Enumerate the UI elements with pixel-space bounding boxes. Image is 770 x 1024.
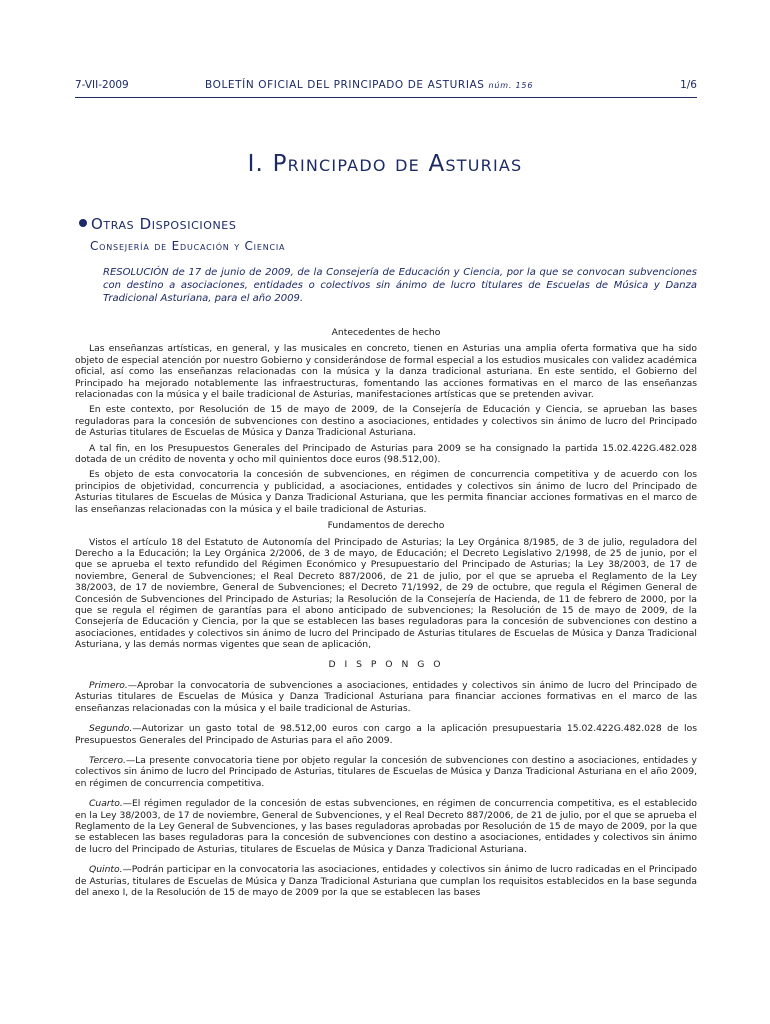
antecedentes-heading: Antecedentes de hecho	[331, 327, 441, 338]
department-heading: Consejería de Educación y Ciencia	[90, 239, 286, 253]
article-text: —El régimen regulador de la concesión de estas subvenciones, en régimen de concurrencia competitiva, es el establecido en la Ley 38/2003, de 17 de noviembre, General de Subvenciones, y el Real Decreto 887/2006, de 21 de julio, por el que se aprueba el Reglamento de la Ley General de Subvenciones, y las bases reguladoras aprobadas por Resolución de 15 de mayo de 2009, por la que se establecen las bases reguladoras para la concesión de subvenciones con destino a asociaciones, entidades y colectivos sin ánimo de lucro del Principado de Asturias, titulares de Escuelas de Música y Danza Tradicional Asturiana.	[75, 798, 697, 855]
bullet-icon	[79, 219, 87, 227]
article-lead: Cuarto.	[89, 798, 123, 810]
header-title-text: BOLETÍN OFICIAL DEL PRINCIPADO DE ASTURIAS	[205, 79, 485, 91]
fundamentos-heading: Fundamentos de derecho	[327, 520, 445, 532]
article-text: —La presente convocatoria tiene por objeto regular la concesión de subvenciones con destino a asociaciones, entidades y colectivos sin ánimo de lucro del Principado de Asturias, titulares de Escuelas de Música y Danza Tradicional Asturiana en el año 2009, en régimen de concurrencia competitiva.	[75, 755, 697, 789]
paragraph: A tal fin, en los Presupuestos Generales del Principado de Asturias para 2009 se ha consignado la partida 15.02.422G.482.028 dotada de un crédito de noventa y ocho mil quinientos doce euros (98.512,00).	[75, 442, 697, 466]
resolution-title: RESOLUCIÓN de 17 de junio de 2009, de la Consejería de Educación y Ciencia, por la que se convocan subvenciones con destino a asociaciones, entidades o colectivos sin ánimo de lucro titulares de Escuelas de Música y Danza Tradicional Asturiana, para el año 2009.	[103, 267, 697, 304]
paragraph: Las enseñanzas artísticas, en general, y las musicales en concreto, tienen en Asturias una amplia oferta formativa que ha sido objeto de especial atención por nuestro Gobierno y considerándose de formal especial a los estudios musicales con validez académica oficial, así como las enseñanzas relacionadas con la música y la danza tradicional asturiana. En este sentido, el Gobierno del Principado ha mejorado notablemente las infraestructuras, fomentando las acciones formativas en el marco de las enseñanzas relacionadas con la música y el baile tradicional de Asturias, manifestaciones artísticas que se pretenden avivar.	[75, 343, 697, 401]
article-lead: Quinto.	[89, 864, 123, 876]
article-segundo	[75, 723, 697, 746]
article-lead: Primero.	[89, 679, 128, 691]
dispongo-heading: D I S P O N G O	[328, 658, 444, 670]
header-number: núm. 156	[488, 81, 534, 90]
document-body	[75, 322, 697, 907]
paragraph: Vistos el artículo 18 del Estatuto de Autonomía del Principado de Asturias; la Ley Orgánica 8/1985, de 3 de julio, reguladora del Derecho a la Educación; la Ley Orgánica 2/2006, de 3 de mayo, de Educación; el Decreto Legislativo 2/1998, de 25 de junio, por el que se aprueba el texto refundido del Régimen Económico y Presupuestario del Principado de Asturias; la Ley 38/2003, de 17 de noviembre, General de Subvenciones; el Real Decreto 887/2006, de 21 de julio, por el que se aprueba el Reglamento de la Ley 38/2003, de 17 de noviembre, General de Subvenciones; el Decreto 71/1992, de 29 de octubre, que regula el Régimen General de Concesión de Subvenciones del Principado de Asturias; la Resolución de la Consejería de Hacienda, de 11 de febrero de 2000, por la que se regula el régimen de garantías para el abono anticipado de subvenciones; la Resolución de 15 de mayo de 2009, de la Consejería de Educación y Ciencia, por la que se establecen las bases reguladoras para la concesión de subvenciones con destino a asociaciones, entidades y colectivos sin ánimo de lucro del Principado de Asturias titulares de Escuelas de Música y Danza Tradicional Asturiana, y las demás normas vigentes que sean de aplicación,	[75, 536, 697, 651]
article-lead: Tercero.	[89, 755, 126, 766]
article-lead: Segundo.	[89, 723, 133, 735]
paragraph: En este contexto, por Resolución de 15 de mayo de 2009, de la Consejería de Educación y Ciencia, se aprueban las bases reguladoras para la concesión de subvenciones con destino a asociaciones, entidades y colectivos sin ánimo de lucro del Principado de Asturias titulares de Escuelas de Música y Danza Tradicional Asturiana.	[75, 404, 697, 439]
header-page-number: 1/6	[680, 79, 697, 91]
header-date: 7-VII-2009	[75, 79, 129, 91]
section-title: I. Principado de Asturias	[247, 151, 523, 177]
header-title	[205, 79, 533, 91]
article-text: —Autorizar un gasto total de 98.512,00 euros con cargo a la aplicación presupuestaria 15.02.422G.482.028 de los Presupuestos Generales del Principado de Asturias para el año 2009.	[75, 723, 697, 746]
article-quinto	[75, 864, 697, 898]
article-cuarto	[75, 798, 697, 855]
article-text: —Aprobar la convocatoria de subvenciones a asociaciones, entidades y colectivos sin ánimo de lucro del Principado de Asturias titulares de Escuelas de Música y Danza Tradicional Asturiana para financiar acciones formativas en el marco de las enseñanzas relacionadas con la música y el baile tradicional de Asturias.	[75, 679, 697, 714]
article-tercero	[75, 755, 697, 789]
bulletin-header	[75, 79, 697, 98]
paragraph: Es objeto de esta convocatoria la concesión de subvenciones, en régimen de concurrencia competitiva y de acuerdo con los principios de objetividad, concurrencia y publicidad, a asociaciones, entidades y colectivos sin ánimo de lucro del Principado de Asturias titulares de Escuelas de Música y Danza Tradicional Asturiana, que les permita financiar acciones formativas en el marco de las enseñanzas relacionadas con la música y el baile tradicional de Asturias.	[75, 469, 697, 515]
article-text: —Podrán participar en la convocatoria las asociaciones, entidades y colectivos sin ánimo de lucro radicadas en el Principado de Asturias, titulares de Escuelas de Música y Danza Tradicional Asturiana que cumplan los requisitos establecidos en la base segunda del anexo I, de la Resolución de 15 de mayo de 2009 por la que se establecen las bases	[75, 864, 697, 899]
article-primero	[75, 680, 697, 714]
subsection-heading	[79, 215, 236, 233]
subsection-label: Otras Disposiciones	[91, 215, 237, 233]
